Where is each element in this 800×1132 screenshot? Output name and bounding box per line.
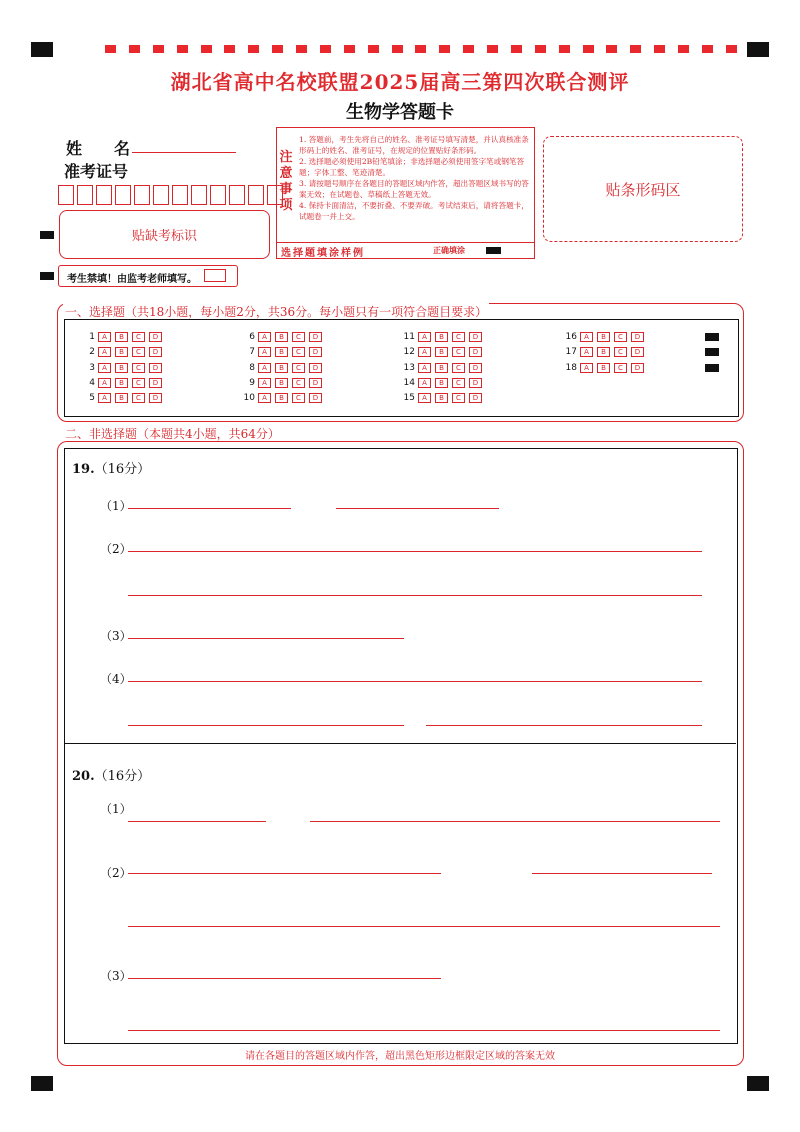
fill-example <box>277 242 534 258</box>
mc-option-bubble[interactable]: B <box>115 393 128 403</box>
timing-dash <box>463 45 474 53</box>
question-divider <box>64 743 736 744</box>
mc-question-row <box>235 347 326 357</box>
mc-option-bubble[interactable]: C <box>452 378 465 388</box>
exam-title: 湖北省高中名校联盟2025届高三第四次联合测评 <box>170 70 630 94</box>
timing-dash <box>487 45 498 53</box>
mc-question-row <box>395 363 486 373</box>
timing-dash <box>129 45 140 53</box>
timing-dash <box>248 45 259 53</box>
mc-option-bubble[interactable]: C <box>132 378 145 388</box>
exam-id-digit-box[interactable] <box>58 185 74 205</box>
timing-dash <box>153 45 164 53</box>
timing-mark <box>40 231 54 239</box>
mc-option-bubble[interactable]: B <box>115 378 128 388</box>
mc-question-number: 13 <box>403 362 415 373</box>
mc-option-bubble[interactable]: A <box>580 347 593 357</box>
mc-option-bubble[interactable]: B <box>435 363 448 373</box>
q20-part-3-label: （3） <box>100 969 132 983</box>
mc-question-number: 18 <box>565 362 577 373</box>
timing-dash <box>606 45 617 53</box>
mc-question-number: 3 <box>89 362 95 373</box>
mc-option-bubble[interactable]: C <box>452 332 465 342</box>
timing-dash <box>559 45 570 53</box>
mc-title: 一、选择题（共18小题，每小题2分，共36分。每小题只有一项符合题目要求） <box>65 305 488 319</box>
mc-option-bubble[interactable]: B <box>597 363 610 373</box>
mc-option-bubble[interactable]: D <box>309 347 322 357</box>
timing-dash <box>702 45 713 53</box>
q19-answer-line[interactable] <box>128 681 702 682</box>
q19-heading <box>72 458 150 477</box>
mc-option-bubble[interactable]: C <box>614 347 627 357</box>
mc-question-number: 9 <box>249 377 255 388</box>
exam-id-digit-box[interactable] <box>96 185 112 205</box>
mc-option-bubble[interactable]: B <box>597 332 610 342</box>
fill-example-label: 选择题填涂样例 <box>281 248 365 259</box>
mc-question-number: 6 <box>249 332 255 342</box>
name-label: 姓 名 <box>66 139 131 158</box>
proctor-box <box>58 265 238 287</box>
mc-option-bubble[interactable]: D <box>149 363 162 373</box>
notice-item: 2. 选择题必须使用2B铅笔填涂；非选择题必须使用签字笔或钢笔答题；字体工整、笔迹清楚。 <box>299 157 525 177</box>
absent-sticker-label: 贴缺考标识 <box>131 229 197 244</box>
mc-option-bubble[interactable]: D <box>469 347 482 357</box>
mc-option-bubble[interactable]: A <box>98 363 111 373</box>
mc-option-bubble[interactable]: C <box>132 363 145 373</box>
q20-score: （16分） <box>94 769 151 784</box>
mc-option-bubble[interactable]: C <box>452 393 465 403</box>
timing-dash <box>344 45 355 53</box>
notice-list <box>299 134 529 222</box>
mc-option-bubble[interactable]: B <box>435 378 448 388</box>
timing-dash <box>654 45 665 53</box>
mc-question-number: 16 <box>565 332 577 342</box>
q19-answer-line[interactable] <box>128 638 404 639</box>
timing-dash <box>415 45 426 53</box>
free-answer-area <box>64 448 738 1044</box>
mc-option-bubble[interactable]: C <box>132 347 145 357</box>
mc-question-number: 15 <box>403 393 415 404</box>
mc-option-bubble[interactable]: D <box>309 332 322 342</box>
proctor-note: 考生禁填！由监考老师填写。 <box>67 274 197 285</box>
exam-id-boxes[interactable] <box>58 185 283 205</box>
mc-option-bubble[interactable]: A <box>98 332 111 342</box>
mc-question-number: 14 <box>403 377 415 388</box>
q19-answer-line[interactable] <box>426 725 702 726</box>
exam-id-digit-box[interactable] <box>210 185 226 205</box>
mc-option-bubble[interactable]: B <box>435 393 448 403</box>
registration-mark-top-right <box>747 42 769 57</box>
q20-answer-line[interactable] <box>310 821 720 822</box>
q20-answer-line[interactable] <box>128 926 720 927</box>
mc-option-bubble[interactable]: B <box>115 347 128 357</box>
mc-option-bubble[interactable]: B <box>115 363 128 373</box>
q20-number: 20. <box>72 769 95 784</box>
mc-option-bubble[interactable]: A <box>258 363 271 373</box>
mc-option-bubble[interactable]: D <box>631 347 644 357</box>
mc-question-number: 1 <box>89 332 95 342</box>
timing-dash <box>224 45 235 53</box>
mc-option-bubble[interactable]: A <box>98 393 111 403</box>
mc-question-row <box>75 332 166 342</box>
card-subtitle: 生物学答题卡 <box>346 102 454 123</box>
mc-question-row <box>235 332 326 342</box>
q20-part-2-label: （2） <box>100 866 132 880</box>
barcode-area <box>543 136 743 242</box>
notice-box <box>276 127 535 259</box>
q20-heading <box>72 765 150 784</box>
notice-item: 1. 答题前，考生先将自己的姓名、准考证号填写清楚，并认真核准条形码上的姓名、准考证号，在规定的位置贴好条形码。 <box>299 135 529 155</box>
mc-question-number: 7 <box>249 347 255 358</box>
timing-mark <box>705 333 719 341</box>
exam-id-digit-box[interactable] <box>172 185 188 205</box>
mc-question-row <box>395 347 486 357</box>
timing-dash <box>177 45 188 53</box>
mc-option-bubble[interactable]: A <box>258 332 271 342</box>
mc-option-bubble[interactable]: B <box>435 347 448 357</box>
q19-answer-line[interactable] <box>336 508 499 509</box>
mc-option-bubble[interactable]: A <box>98 347 111 357</box>
mc-option-bubble[interactable]: D <box>631 332 644 342</box>
mc-question-number: 11 <box>403 332 415 342</box>
registration-mark-top-left <box>31 42 53 57</box>
mc-option-bubble[interactable]: A <box>580 332 593 342</box>
mc-question-number: 4 <box>89 377 95 388</box>
footer-note: 请在各题目的答题区域内作答，超出黑色矩形边框限定区域的答案无效 <box>245 1051 555 1062</box>
free-title: 二、非选择题（本题共4小题，共64分） <box>65 427 280 441</box>
timing-dash <box>678 45 689 53</box>
mc-option-bubble[interactable]: A <box>418 332 431 342</box>
exam-id-digit-box[interactable] <box>134 185 150 205</box>
timing-dash <box>368 45 379 53</box>
mc-question-number: 5 <box>89 393 95 404</box>
timing-mark <box>705 364 719 372</box>
mc-option-bubble[interactable]: B <box>275 393 288 403</box>
q19-part-4-label: （4） <box>100 672 132 686</box>
mc-option-bubble[interactable]: C <box>614 332 627 342</box>
q19-answer-line[interactable] <box>128 508 291 509</box>
q19-answer-line[interactable] <box>128 551 702 552</box>
notice-item: 3. 请按题号顺序在各题目的答题区域内作答，超出答题区域书写的答案无效；在试题卷、草稿纸上答题无效。 <box>299 179 529 199</box>
timing-dash <box>726 45 737 53</box>
exam-id-label: 准考证号 <box>64 162 129 181</box>
mc-option-bubble[interactable]: C <box>132 332 145 342</box>
mc-question-number: 8 <box>249 362 255 373</box>
mc-option-bubble[interactable]: C <box>292 332 305 342</box>
mc-option-bubble[interactable]: B <box>275 363 288 373</box>
mc-question-row <box>235 393 326 403</box>
mc-question-row <box>557 347 648 357</box>
registration-mark-bottom-right <box>747 1076 769 1091</box>
notice-side-label: 注意事项 <box>279 150 293 213</box>
mc-option-bubble[interactable]: B <box>275 347 288 357</box>
mc-option-bubble[interactable]: A <box>418 363 431 373</box>
mc-question-row <box>395 393 486 403</box>
q20-answer-line[interactable] <box>128 873 441 874</box>
mc-option-bubble[interactable]: D <box>309 363 322 373</box>
mc-question-row <box>235 378 326 388</box>
q20-answer-line[interactable] <box>128 821 266 822</box>
timing-dash <box>583 45 594 53</box>
mc-question-number: 12 <box>403 347 415 358</box>
mc-option-bubble[interactable]: A <box>98 378 111 388</box>
timing-dash <box>439 45 450 53</box>
exam-id-digit-box[interactable] <box>77 185 93 205</box>
q19-score: （16分） <box>94 462 151 477</box>
mc-question-row <box>75 393 166 403</box>
timing-mark <box>705 348 719 356</box>
mc-option-bubble[interactable]: C <box>132 393 145 403</box>
mc-option-bubble[interactable]: A <box>418 347 431 357</box>
q19-part-1-label: （1） <box>100 499 132 513</box>
timing-dash <box>511 45 522 53</box>
mc-option-bubble[interactable]: C <box>614 363 627 373</box>
mc-question-row <box>75 363 166 373</box>
timing-dash <box>320 45 331 53</box>
mc-question-row <box>75 347 166 357</box>
exam-id-digit-box[interactable] <box>229 185 245 205</box>
name-field[interactable] <box>132 152 236 153</box>
mc-option-bubble[interactable]: B <box>275 378 288 388</box>
mc-question-row <box>557 363 648 373</box>
mc-question-number: 2 <box>89 347 95 358</box>
mc-option-bubble[interactable]: C <box>292 347 305 357</box>
q19-part-3-label: （3） <box>100 629 132 643</box>
timing-dash <box>392 45 403 53</box>
mc-option-bubble[interactable]: B <box>275 332 288 342</box>
exam-id-digit-box[interactable] <box>153 185 169 205</box>
mc-option-bubble[interactable]: B <box>115 332 128 342</box>
notice-item: 4. 保持卡面清洁，不要折叠、不要弄破。考试结束后，请将答题卡，试题卷一并上交。 <box>299 201 529 221</box>
mc-option-bubble[interactable]: A <box>418 393 431 403</box>
q20-part-1-label: （1） <box>100 802 132 816</box>
q19-number: 19. <box>72 462 95 477</box>
mc-option-bubble[interactable]: D <box>631 363 644 373</box>
mc-option-bubble[interactable]: A <box>258 393 271 403</box>
mc-option-bubble[interactable]: D <box>469 393 482 403</box>
mc-question-number: 17 <box>565 347 577 358</box>
barcode-label: 贴条形码区 <box>605 180 681 199</box>
mc-option-bubble[interactable]: B <box>435 332 448 342</box>
mc-option-bubble[interactable]: D <box>149 347 162 357</box>
mc-question-row <box>75 378 166 388</box>
mc-option-bubble[interactable]: D <box>149 393 162 403</box>
correct-fill-mark <box>486 247 501 254</box>
mc-option-bubble[interactable]: D <box>469 363 482 373</box>
registration-mark-bottom-left <box>31 1076 53 1091</box>
exam-id-digit-box[interactable] <box>191 185 207 205</box>
mc-question-row <box>395 332 486 342</box>
mc-option-bubble[interactable]: D <box>309 393 322 403</box>
q20-answer-line[interactable] <box>128 1030 720 1031</box>
mc-option-bubble[interactable]: D <box>149 332 162 342</box>
exam-id-digit-box[interactable] <box>115 185 131 205</box>
mc-question-row <box>557 332 648 342</box>
mc-option-bubble[interactable]: A <box>580 363 593 373</box>
mc-option-bubble[interactable]: D <box>309 378 322 388</box>
mc-option-bubble[interactable]: D <box>469 332 482 342</box>
timing-dash <box>535 45 546 53</box>
absent-sticker-area <box>59 210 270 259</box>
q20-answer-line[interactable] <box>128 978 441 979</box>
mc-option-bubble[interactable]: B <box>597 347 610 357</box>
mc-question-row <box>395 378 486 388</box>
mc-option-bubble[interactable]: A <box>418 378 431 388</box>
timing-track <box>105 45 737 53</box>
timing-dash <box>630 45 641 53</box>
q20-answer-line[interactable] <box>532 873 712 874</box>
proctor-fill-box[interactable] <box>204 269 226 282</box>
q19-answer-line[interactable] <box>128 595 702 596</box>
mc-option-bubble[interactable]: C <box>452 347 465 357</box>
q19-part-2-label: （2） <box>100 542 132 556</box>
timing-dash <box>105 45 116 53</box>
mc-option-bubble[interactable]: C <box>292 363 305 373</box>
mc-option-bubble[interactable]: D <box>469 378 482 388</box>
mc-question-row <box>235 363 326 373</box>
mc-option-bubble[interactable]: A <box>258 347 271 357</box>
mc-option-bubble[interactable]: C <box>292 378 305 388</box>
timing-mark <box>40 272 54 280</box>
timing-dash <box>296 45 307 53</box>
mc-question-number: 10 <box>243 393 255 404</box>
q19-answer-line[interactable] <box>128 725 404 726</box>
mc-option-bubble[interactable]: C <box>292 393 305 403</box>
timing-dash <box>272 45 283 53</box>
exam-id-digit-box[interactable] <box>248 185 264 205</box>
timing-dash <box>201 45 212 53</box>
correct-fill-label: 正确填涂 <box>433 245 465 255</box>
mc-option-bubble[interactable]: A <box>258 378 271 388</box>
mc-option-bubble[interactable]: D <box>149 378 162 388</box>
mc-option-bubble[interactable]: C <box>452 363 465 373</box>
